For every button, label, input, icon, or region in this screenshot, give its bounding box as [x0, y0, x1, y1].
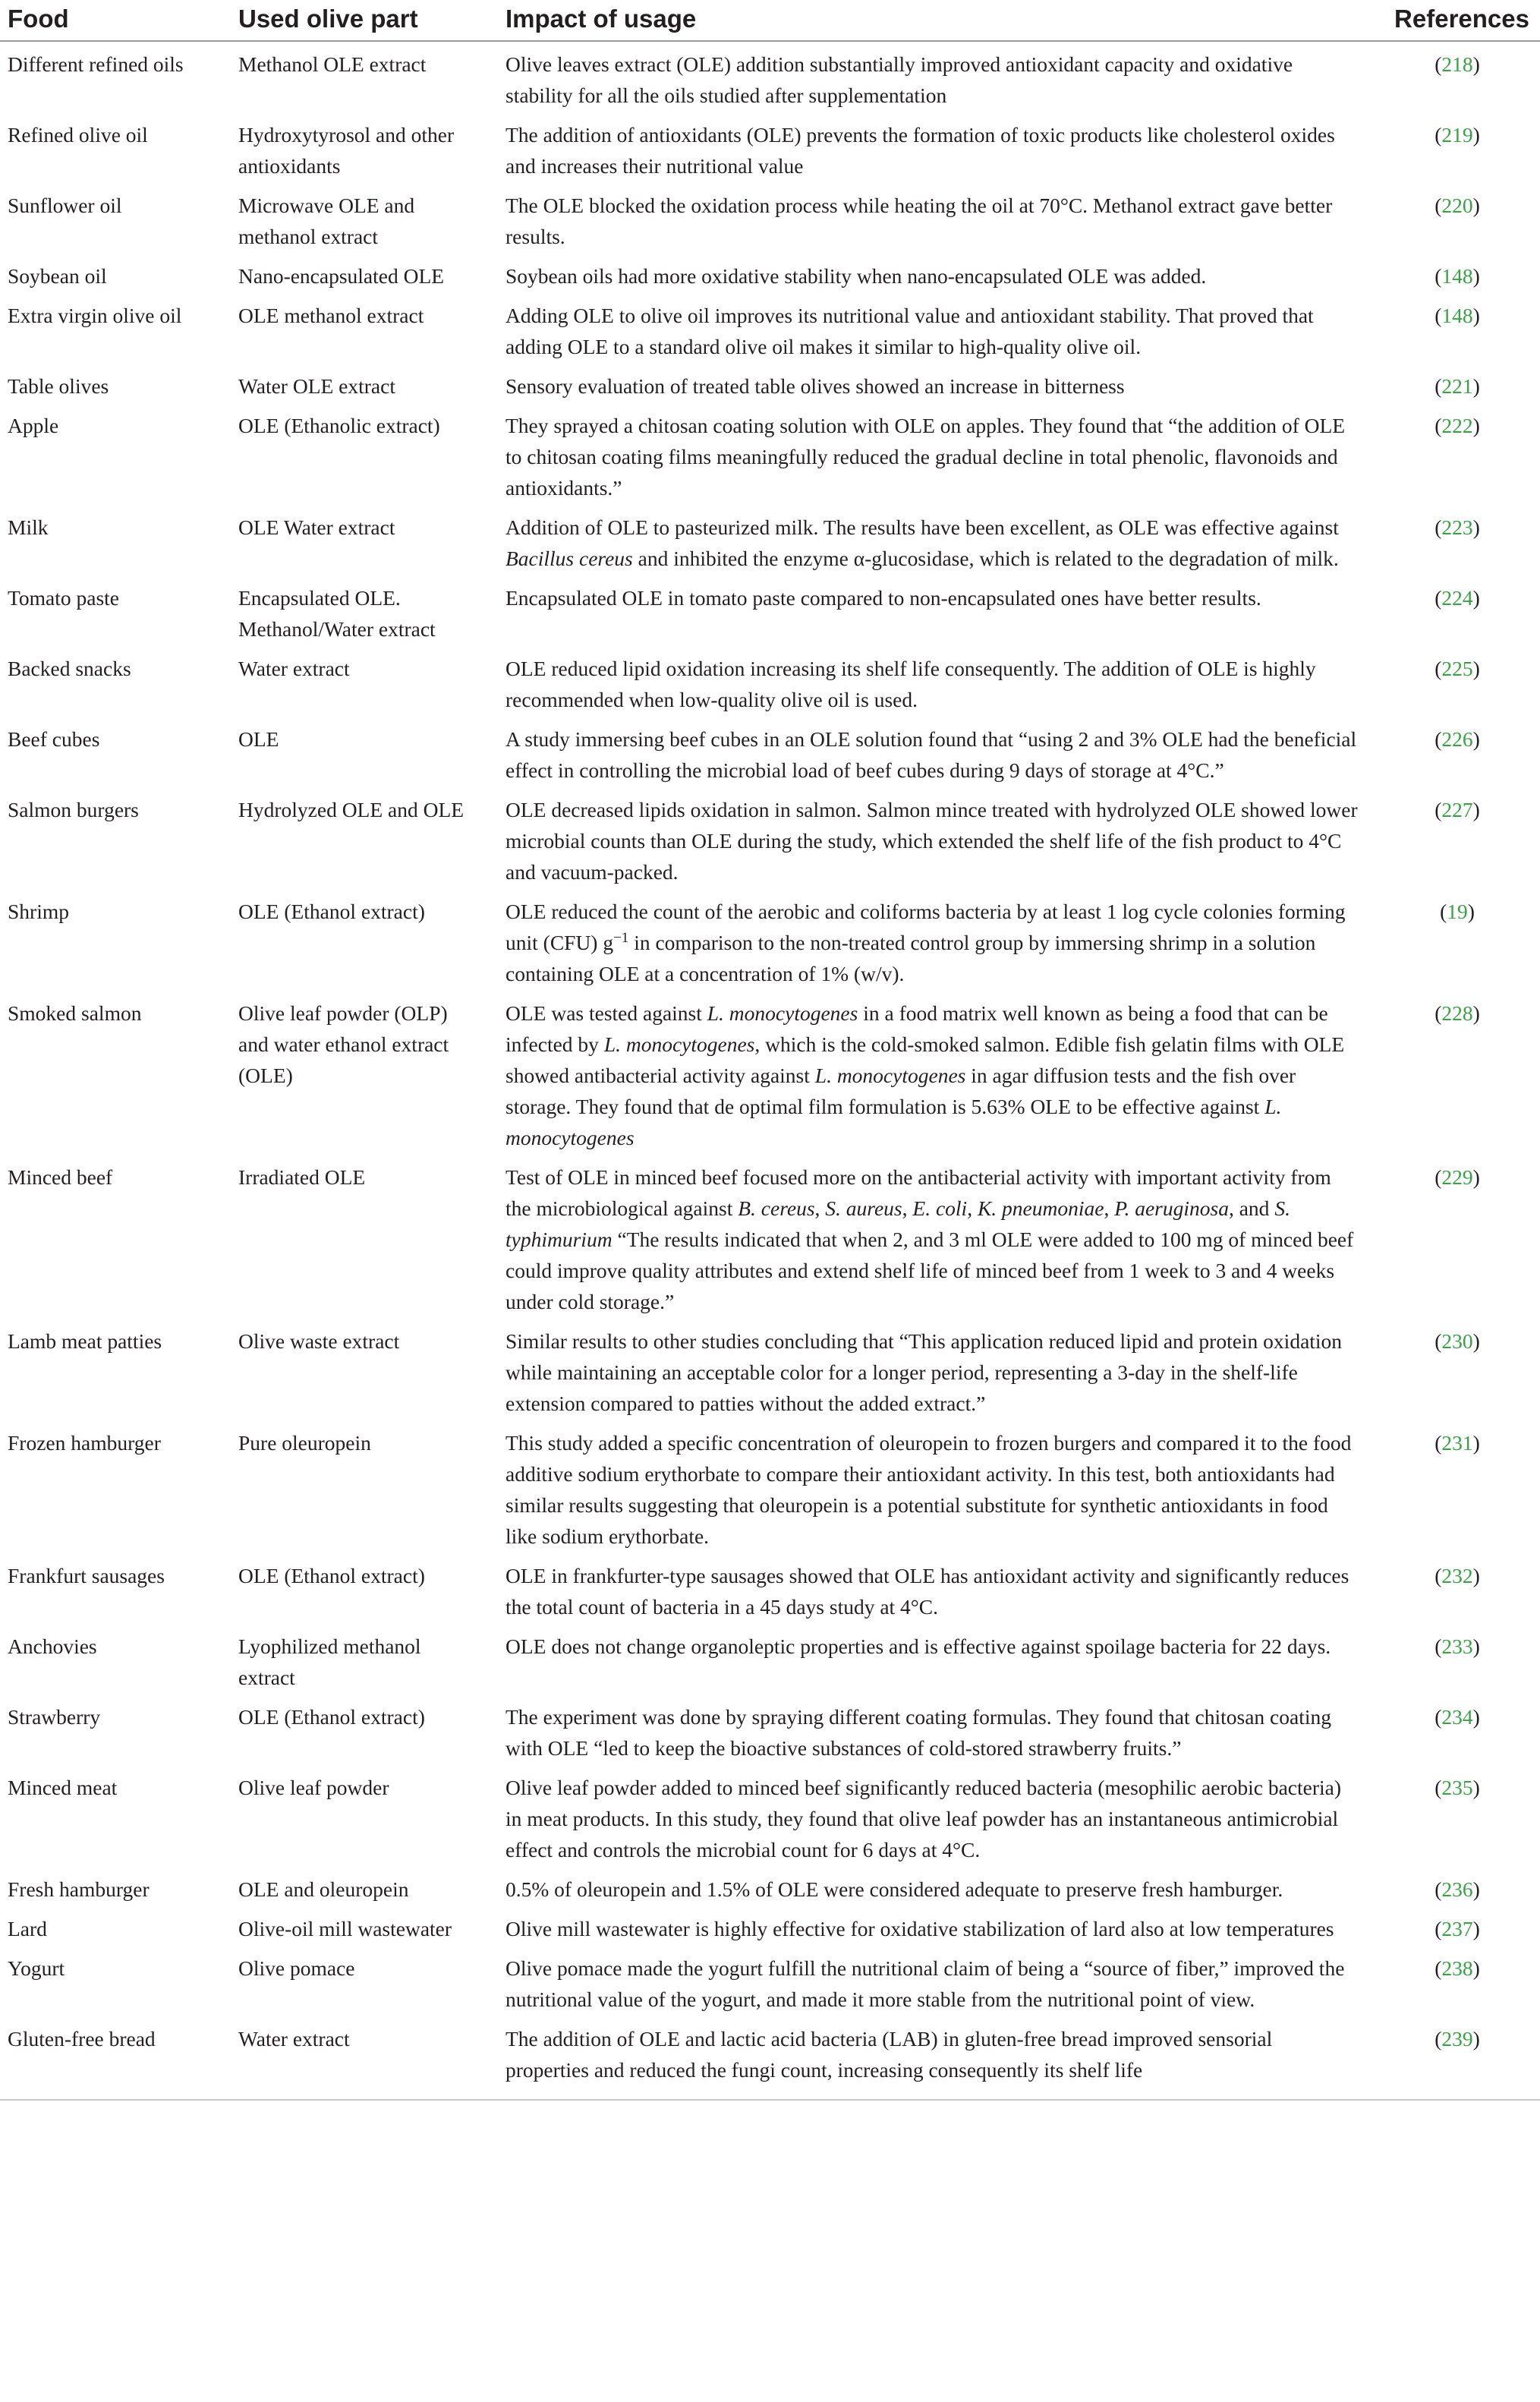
- cell-food: Refined olive oil: [8, 123, 148, 147]
- paren: ): [1472, 123, 1480, 147]
- header-impact-of-usage: Impact of usage: [498, 0, 1375, 41]
- cell-reference: [1375, 403, 1540, 505]
- reference-link[interactable]: 236: [1441, 1877, 1473, 1901]
- impact-text: , and: [1228, 1196, 1275, 1220]
- cell-impact-of-usage: A study immersing beef cubes in an OLE solution found that “using 2 and 3% OLE had the beneficial effect in controlling the microbial load of beef cubes during 9 days of storage at 4°C.”: [505, 727, 1357, 782]
- species-name: S. aureus: [825, 1196, 902, 1220]
- table-row: [0, 646, 1540, 717]
- paren: ): [1472, 414, 1480, 437]
- cell-used-olive-part: OLE (Ethanol extract): [238, 900, 425, 923]
- cell-impact-of-usage: The OLE blocked the oxidation process while heating the oil at 70°C. Methanol extract gave better results.: [505, 194, 1333, 248]
- cell-food: Salmon burgers: [8, 798, 139, 821]
- table-row: [0, 2016, 1540, 2096]
- paren: (: [1434, 515, 1442, 539]
- species-name: P. aeruginosa: [1114, 1196, 1229, 1220]
- cell-food: Strawberry: [8, 1705, 101, 1729]
- reference-link[interactable]: 229: [1441, 1165, 1473, 1189]
- cell-impact-of-usage: 0.5% of oleuropein and 1.5% of OLE were considered adequate to preserve fresh hamburger.: [505, 1877, 1283, 1901]
- paren: ): [1472, 374, 1480, 398]
- species-name: S. typhimurium: [505, 1196, 1290, 1251]
- cell-impact-of-usage: Sensory evaluation of treated table olives showed an increase in bitterness: [505, 374, 1125, 398]
- paren: ): [1472, 657, 1480, 680]
- reference-link[interactable]: 232: [1441, 1564, 1473, 1587]
- table-header: [0, 0, 1540, 41]
- paren: ): [1472, 1956, 1480, 1980]
- reference-link[interactable]: 219: [1441, 123, 1473, 147]
- reference-link[interactable]: 235: [1441, 1776, 1473, 1799]
- table-row: [0, 991, 1540, 1155]
- cell-reference: [1375, 575, 1540, 646]
- reference-link[interactable]: 226: [1441, 727, 1473, 751]
- paren: ): [1472, 515, 1480, 539]
- table-row: [0, 889, 1540, 991]
- cell-food: Smoked salmon: [8, 1001, 142, 1025]
- cell-used-olive-part: Methanol OLE extract: [238, 52, 427, 76]
- paren: ): [1467, 900, 1475, 923]
- cell-reference: [1375, 1319, 1540, 1420]
- table-row: [0, 1765, 1540, 1867]
- cell-impact-of-usage: [498, 505, 1375, 575]
- cell-reference: [1375, 112, 1540, 183]
- cell-impact-of-usage: [498, 889, 1375, 991]
- table-row: [0, 41, 1540, 112]
- species-name: E. coli: [912, 1196, 968, 1220]
- cell-impact-of-usage: This study added a specific concentration of oleuropein to frozen burgers and compared it to the food additive sodium erythorbate to compare their antioxidant activity. In this test, both antioxidants had similar results suggesting that oleuropein is a potential substitute for synthetic antioxidants in food like sodium erythorbate.: [505, 1431, 1352, 1548]
- cell-food: Gluten-free bread: [8, 2027, 156, 2051]
- cell-reference: [1375, 1906, 1540, 1946]
- header-food: Food: [0, 0, 231, 41]
- cell-reference: [1375, 254, 1540, 293]
- paren: ): [1472, 1431, 1480, 1455]
- table-row: [0, 1155, 1540, 1319]
- paren: ): [1472, 1564, 1480, 1587]
- table-row: [0, 403, 1540, 505]
- cell-reference: [1375, 717, 1540, 787]
- cell-reference: [1375, 991, 1540, 1155]
- table-row: [0, 1946, 1540, 2016]
- impact-text: ,: [1104, 1196, 1115, 1220]
- table-row: [0, 1553, 1540, 1624]
- cell-food: Anchovies: [8, 1634, 97, 1658]
- impact-text: , which is the cold-smoked salmon. Edible fish gelatin films with OLE showed antibacterial activity against: [505, 1032, 1345, 1087]
- species-name: Bacillus cereus: [505, 547, 633, 570]
- cell-impact-of-usage: Olive leaf powder added to minced beef significantly reduced bacteria (mesophilic aerobic bacteria) in meat products. In this study, they found that olive leaf powder has an instantaneous antimicrobial effect and controls the microbial count for 6 days at 4°C.: [505, 1776, 1342, 1861]
- species-name: K. pneumoniae: [977, 1196, 1104, 1220]
- paren: ): [1472, 727, 1480, 751]
- paren: (: [1440, 900, 1447, 923]
- impact-text: in comparison to the non-treated control group by immersing shrimp in a solution containing OLE at a concentration of 1% (w/v).: [505, 931, 1316, 985]
- cell-used-olive-part: Irradiated OLE: [238, 1165, 366, 1189]
- cell-reference: [1375, 1765, 1540, 1867]
- cell-used-olive-part: Pure oleuropein: [238, 1431, 371, 1455]
- paren: (: [1434, 1877, 1442, 1901]
- table-row: [0, 1319, 1540, 1420]
- cell-reference: [1375, 2016, 1540, 2096]
- cell-impact-of-usage: Soybean oils had more oxidative stability when nano-encapsulated OLE was added.: [505, 264, 1207, 288]
- reference-link[interactable]: 225: [1441, 657, 1473, 680]
- cell-used-olive-part: Encapsulated OLE. Methanol/Water extract: [238, 586, 436, 641]
- superscript-text: −1: [613, 929, 629, 946]
- paren: ): [1472, 194, 1480, 217]
- cell-reference: [1375, 1155, 1540, 1319]
- reference-link[interactable]: 220: [1441, 194, 1473, 217]
- paren: (: [1434, 414, 1442, 437]
- cell-reference: [1375, 293, 1540, 364]
- paren: ): [1472, 264, 1480, 288]
- paren: ): [1472, 304, 1480, 327]
- reference-link[interactable]: 221: [1441, 374, 1473, 398]
- cell-food: Lard: [8, 1917, 47, 1940]
- paren: (: [1434, 727, 1442, 751]
- paren: ): [1472, 1634, 1480, 1658]
- table-row: [0, 1694, 1540, 1765]
- table-row: [0, 717, 1540, 787]
- cell-impact-of-usage: The experiment was done by spraying different coating formulas. They found that chitosan coating with OLE “led to keep the bioactive substances of cold-stored strawberry fruits.”: [505, 1705, 1331, 1760]
- table-row: [0, 787, 1540, 889]
- table-row: [0, 575, 1540, 646]
- paren: (: [1434, 1705, 1442, 1729]
- paren: ): [1472, 1776, 1480, 1799]
- reference-link[interactable]: 228: [1441, 1001, 1473, 1025]
- cell-food: Frankfurt sausages: [8, 1564, 165, 1587]
- table-row: [0, 505, 1540, 575]
- cell-impact-of-usage: [498, 1155, 1375, 1319]
- cell-used-olive-part: OLE (Ethanolic extract): [238, 414, 440, 437]
- paren: ): [1472, 1329, 1480, 1353]
- impact-text: ,: [967, 1196, 978, 1220]
- cell-food: Different refined oils: [8, 52, 184, 76]
- paren: ): [1472, 2027, 1480, 2051]
- cell-reference: [1375, 889, 1540, 991]
- cell-used-olive-part: Olive-oil mill wastewater: [238, 1917, 452, 1940]
- paren: (: [1434, 1564, 1442, 1587]
- paren: (: [1434, 1001, 1442, 1025]
- reference-link[interactable]: 238: [1441, 1956, 1473, 1980]
- paren: (: [1434, 123, 1442, 147]
- cell-reference: [1375, 41, 1540, 112]
- cell-used-olive-part: Olive leaf powder: [238, 1776, 389, 1799]
- cell-used-olive-part: OLE: [238, 727, 279, 751]
- reference-link[interactable]: 231: [1441, 1431, 1473, 1455]
- paren: (: [1434, 304, 1442, 327]
- cell-impact-of-usage: OLE does not change organoleptic properties and is effective against spoilage bacteria for 22 days.: [505, 1634, 1331, 1658]
- reference-link[interactable]: 222: [1441, 414, 1473, 437]
- cell-food: Minced beef: [8, 1165, 113, 1189]
- paren: (: [1434, 52, 1442, 76]
- paren: (: [1434, 798, 1442, 821]
- cell-food: Extra virgin olive oil: [8, 304, 182, 327]
- reference-link[interactable]: 224: [1441, 586, 1473, 610]
- impact-text: and inhibited the enzyme α-glucosidase, which is related to the degradation of milk.: [632, 547, 1339, 570]
- paren: (: [1434, 1956, 1442, 1980]
- paren: ): [1472, 1917, 1480, 1940]
- cell-food: Fresh hamburger: [8, 1877, 150, 1901]
- paren: (: [1434, 2027, 1442, 2051]
- paren: ): [1472, 1165, 1480, 1189]
- paren: ): [1472, 798, 1480, 821]
- cell-used-olive-part: Hydrolyzed OLE and OLE: [238, 798, 465, 821]
- impact-text: Test of OLE in minced beef focused more on the antibacterial activity with important activity from the microbiological against: [505, 1165, 1331, 1220]
- cell-food: Backed snacks: [8, 657, 131, 680]
- table-row: [0, 1867, 1540, 1906]
- cell-reference: [1375, 1553, 1540, 1624]
- table-row: [0, 293, 1540, 364]
- reference-link[interactable]: 148: [1441, 264, 1473, 288]
- cell-impact-of-usage: Olive pomace made the yogurt fulfill the nutritional claim of being a “source of fiber,” improved the nutritional value of the yogurt, and made it more stable from the nutritional point of view.: [505, 1956, 1345, 2011]
- cell-food: Apple: [8, 414, 59, 437]
- reference-link[interactable]: 239: [1441, 2027, 1473, 2051]
- impact-text: ,: [902, 1196, 913, 1220]
- paren: (: [1434, 657, 1442, 680]
- cell-used-olive-part: OLE methanol extract: [238, 304, 424, 327]
- paren: (: [1434, 1634, 1442, 1658]
- table-row: [0, 364, 1540, 403]
- header-references: References: [1375, 0, 1540, 41]
- cell-food: Milk: [8, 515, 49, 539]
- cell-reference: [1375, 183, 1540, 254]
- paren: ): [1472, 52, 1480, 76]
- cell-reference: [1375, 1420, 1540, 1553]
- cell-used-olive-part: Microwave OLE and methanol extract: [238, 194, 415, 248]
- cell-impact-of-usage: OLE in frankfurter-type sausages showed that OLE has antioxidant activity and significantly reduces the total count of bacteria in a 45 days study at 4°C.: [505, 1564, 1349, 1619]
- cell-used-olive-part: Olive waste extract: [238, 1329, 400, 1353]
- reference-link[interactable]: 223: [1441, 515, 1473, 539]
- cell-food: Minced meat: [8, 1776, 118, 1799]
- cell-used-olive-part: Olive pomace: [238, 1956, 355, 1980]
- cell-food: Yogurt: [8, 1956, 65, 1980]
- cell-food: Shrimp: [8, 900, 69, 923]
- species-name: L. monocytogenes: [707, 1001, 858, 1025]
- cell-impact-of-usage: OLE decreased lipids oxidation in salmon. Salmon mince treated with hydrolyzed OLE showed lower microbial counts than OLE during the study, which extended the shelf life of the fish product to 4°C and vacuum-packed.: [505, 798, 1358, 884]
- cell-impact-of-usage: Similar results to other studies concluding that “This application reduced lipid and protein oxidation while maintaining an acceptable color for a longer period, representing a 3-day in the shelf-life extension compared to patties without the added extract.”: [505, 1329, 1343, 1415]
- table-row: [0, 1624, 1540, 1694]
- cell-food: Beef cubes: [8, 727, 100, 751]
- paren: ): [1472, 586, 1480, 610]
- cell-used-olive-part: OLE (Ethanol extract): [238, 1564, 425, 1587]
- cell-impact-of-usage: Adding OLE to olive oil improves its nutritional value and antioxidant stability. That proved that adding OLE to a standard olive oil makes it similar to high-quality olive oil.: [505, 304, 1314, 358]
- cell-used-olive-part: OLE and oleuropein: [238, 1877, 409, 1901]
- cell-food: Tomato paste: [8, 586, 119, 610]
- paren: ): [1472, 1705, 1480, 1729]
- impact-text: OLE reduced the count of the aerobic and coliforms bacteria by at least 1 log cycle colonies forming unit (CFU) g: [505, 900, 1346, 954]
- cell-impact-of-usage: The addition of OLE and lactic acid bacteria (LAB) in gluten-free bread improved sensorial properties and reduced the fungi count, increasing consequently its shelf life: [505, 2027, 1273, 2082]
- table-row: [0, 254, 1540, 293]
- paren: (: [1434, 1917, 1442, 1940]
- header-used-olive-part: Used olive part: [231, 0, 498, 41]
- cell-reference: [1375, 1624, 1540, 1694]
- reference-link[interactable]: 218: [1441, 52, 1473, 76]
- header-row: [0, 0, 1540, 41]
- cell-used-olive-part: Lyophilized methanol extract: [238, 1634, 421, 1689]
- cell-used-olive-part: Water OLE extract: [238, 374, 395, 398]
- impact-text: in a food matrix well known as being a food that can be infected by: [505, 1001, 1328, 1056]
- species-name: L. monocytogenes: [603, 1032, 755, 1056]
- species-name: L. monocytogenes: [505, 1095, 1282, 1149]
- cell-reference: [1375, 646, 1540, 717]
- cell-impact-of-usage: OLE reduced lipid oxidation increasing its shelf life consequently. The addition of OLE is highly recommended when low-quality olive oil is used.: [505, 657, 1316, 711]
- cell-used-olive-part: Water extract: [238, 2027, 350, 2051]
- paren: (: [1434, 194, 1442, 217]
- reference-link[interactable]: 233: [1441, 1634, 1473, 1658]
- cell-food: Table olives: [8, 374, 109, 398]
- impact-text: ,: [814, 1196, 826, 1220]
- cell-used-olive-part: Olive leaf powder (OLP) and water ethanol extract (OLE): [238, 1001, 449, 1087]
- reference-link[interactable]: 230: [1441, 1329, 1473, 1353]
- paren: (: [1434, 264, 1442, 288]
- paren: (: [1434, 1165, 1442, 1189]
- table-row: [0, 112, 1540, 183]
- cell-food: Sunflower oil: [8, 194, 122, 217]
- paren: ): [1472, 1877, 1480, 1901]
- cell-food: Soybean oil: [8, 264, 107, 288]
- cell-reference: [1375, 505, 1540, 575]
- reference-link[interactable]: 227: [1441, 798, 1473, 821]
- cell-used-olive-part: Water extract: [238, 657, 350, 680]
- cell-reference: [1375, 787, 1540, 889]
- impact-text: OLE was tested against: [505, 1001, 707, 1025]
- cell-used-olive-part: OLE (Ethanol extract): [238, 1705, 425, 1729]
- cell-impact-of-usage: Olive leaves extract (OLE) addition substantially improved antioxidant capacity and oxidative stability for all the oils studied after supplementation: [505, 52, 1293, 107]
- species-name: B. cereus: [738, 1196, 815, 1220]
- paren: ): [1472, 1001, 1480, 1025]
- cell-reference: [1375, 1694, 1540, 1765]
- table-body: [0, 41, 1540, 2096]
- impact-text: “The results indicated that when 2, and 3 ml OLE were added to 100 mg of minced beef could improve quality attributes and extend shelf life of minced beef from 1 week to 3 and 4 weeks under cold storage.”: [505, 1228, 1354, 1313]
- cell-food: Lamb meat patties: [8, 1329, 162, 1353]
- species-name: L. monocytogenes: [814, 1064, 966, 1087]
- cell-impact-of-usage: Olive mill wastewater is highly effective for oxidative stabilization of lard also at low temperatures: [505, 1917, 1334, 1940]
- cell-impact-of-usage: [498, 991, 1375, 1155]
- cell-used-olive-part: Nano-encapsulated OLE: [238, 264, 445, 288]
- table-row: [0, 183, 1540, 254]
- cell-used-olive-part: OLE Water extract: [238, 515, 395, 539]
- cell-reference: [1375, 1867, 1540, 1906]
- cell-food: Frozen hamburger: [8, 1431, 161, 1455]
- paren: (: [1434, 374, 1442, 398]
- cell-impact-of-usage: Encapsulated OLE in tomato paste compared to non-encapsulated ones have better results.: [505, 586, 1261, 610]
- reference-link[interactable]: 148: [1441, 304, 1473, 327]
- impact-text: in agar diffusion tests and the fish over storage. They found that de optimal film formulation is 5.63% OLE to be effective against: [505, 1064, 1296, 1118]
- cell-reference: [1375, 364, 1540, 403]
- cell-impact-of-usage: The addition of antioxidants (OLE) prevents the formation of toxic products like cholesterol oxides and increases their nutritional value: [505, 123, 1335, 178]
- paren: (: [1434, 1329, 1442, 1353]
- reference-link[interactable]: 234: [1441, 1705, 1473, 1729]
- reference-link[interactable]: 237: [1441, 1917, 1473, 1940]
- table-row: [0, 1420, 1540, 1553]
- impact-text: Addition of OLE to pasteurized milk. The results have been excellent, as OLE was effective against: [505, 515, 1339, 539]
- paren: (: [1434, 1776, 1442, 1799]
- cell-reference: [1375, 1946, 1540, 2016]
- table-row: [0, 1906, 1540, 1946]
- cell-impact-of-usage: They sprayed a chitosan coating solution with OLE on apples. They found that “the addition of OLE to chitosan coating films meaningfully reduced the gradual decline in total phenolic, flavonoids and antioxidants.”: [505, 414, 1346, 500]
- paren: (: [1434, 586, 1442, 610]
- cell-used-olive-part: Hydroxytyrosol and other antioxidants: [238, 123, 455, 178]
- reference-link[interactable]: 19: [1447, 900, 1468, 923]
- table-bottom-rule: [0, 2099, 1540, 2101]
- paren: (: [1434, 1431, 1442, 1455]
